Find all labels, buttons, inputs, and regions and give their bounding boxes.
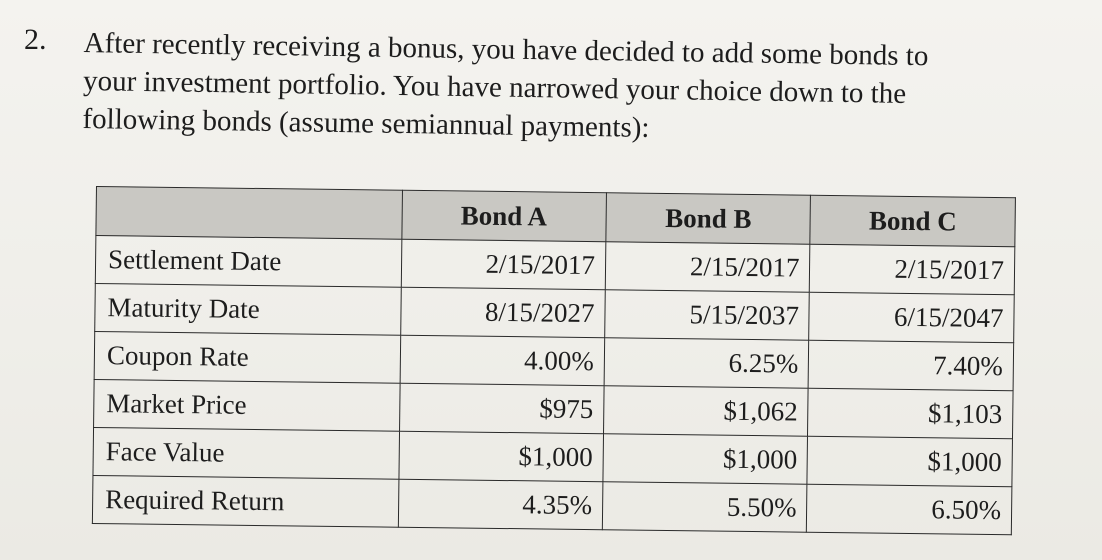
row-label-required-return: Required Return xyxy=(92,475,398,527)
header-bond-c: Bond C xyxy=(810,195,1015,246)
cell-bond-b: 2/15/2017 xyxy=(605,242,810,292)
problem-line: your investment portfolio. You have narrowed your choice down to the xyxy=(82,64,907,110)
problem-line: After recently receiving a bonus, you have decided to add some bonds to xyxy=(83,26,929,73)
cell-bond-a: 4.35% xyxy=(398,479,603,529)
header-bond-a: Bond A xyxy=(401,190,606,241)
cell-bond-a: 2/15/2017 xyxy=(401,239,606,289)
cell-bond-c: 6/15/2047 xyxy=(809,292,1014,342)
cell-bond-b: $1,062 xyxy=(603,386,808,436)
cell-bond-b: 5/15/2037 xyxy=(605,290,810,340)
header-corner-cell xyxy=(96,187,402,240)
cell-bond-c: $1,103 xyxy=(808,388,1013,438)
cell-bond-a: $1,000 xyxy=(398,431,603,481)
problem-line: following bonds (assume semiannual payments): xyxy=(82,102,650,144)
row-label-coupon-rate: Coupon Rate xyxy=(94,331,400,383)
cell-bond-a: $975 xyxy=(399,383,604,433)
cell-bond-b: $1,000 xyxy=(603,434,808,484)
bond-comparison-table xyxy=(92,186,1016,535)
cell-bond-c: 6.50% xyxy=(807,484,1012,534)
cell-bond-a: 8/15/2027 xyxy=(400,287,605,337)
row-label-settlement-date: Settlement Date xyxy=(95,236,401,288)
cell-bond-a: 4.00% xyxy=(400,335,605,385)
header-bond-b: Bond B xyxy=(606,193,811,244)
table-row xyxy=(92,475,1012,534)
cell-bond-c: $1,000 xyxy=(807,436,1012,486)
cell-bond-b: 5.50% xyxy=(602,482,807,532)
cell-bond-c: 7.40% xyxy=(809,340,1014,390)
row-label-face-value: Face Value xyxy=(93,427,399,479)
problem-number: 2. xyxy=(24,23,47,56)
row-label-market-price: Market Price xyxy=(94,379,400,431)
row-label-maturity-date: Maturity Date xyxy=(95,283,401,335)
cell-bond-c: 2/15/2017 xyxy=(810,244,1015,294)
problem-statement xyxy=(82,24,1024,153)
cell-bond-b: 6.25% xyxy=(604,338,809,388)
